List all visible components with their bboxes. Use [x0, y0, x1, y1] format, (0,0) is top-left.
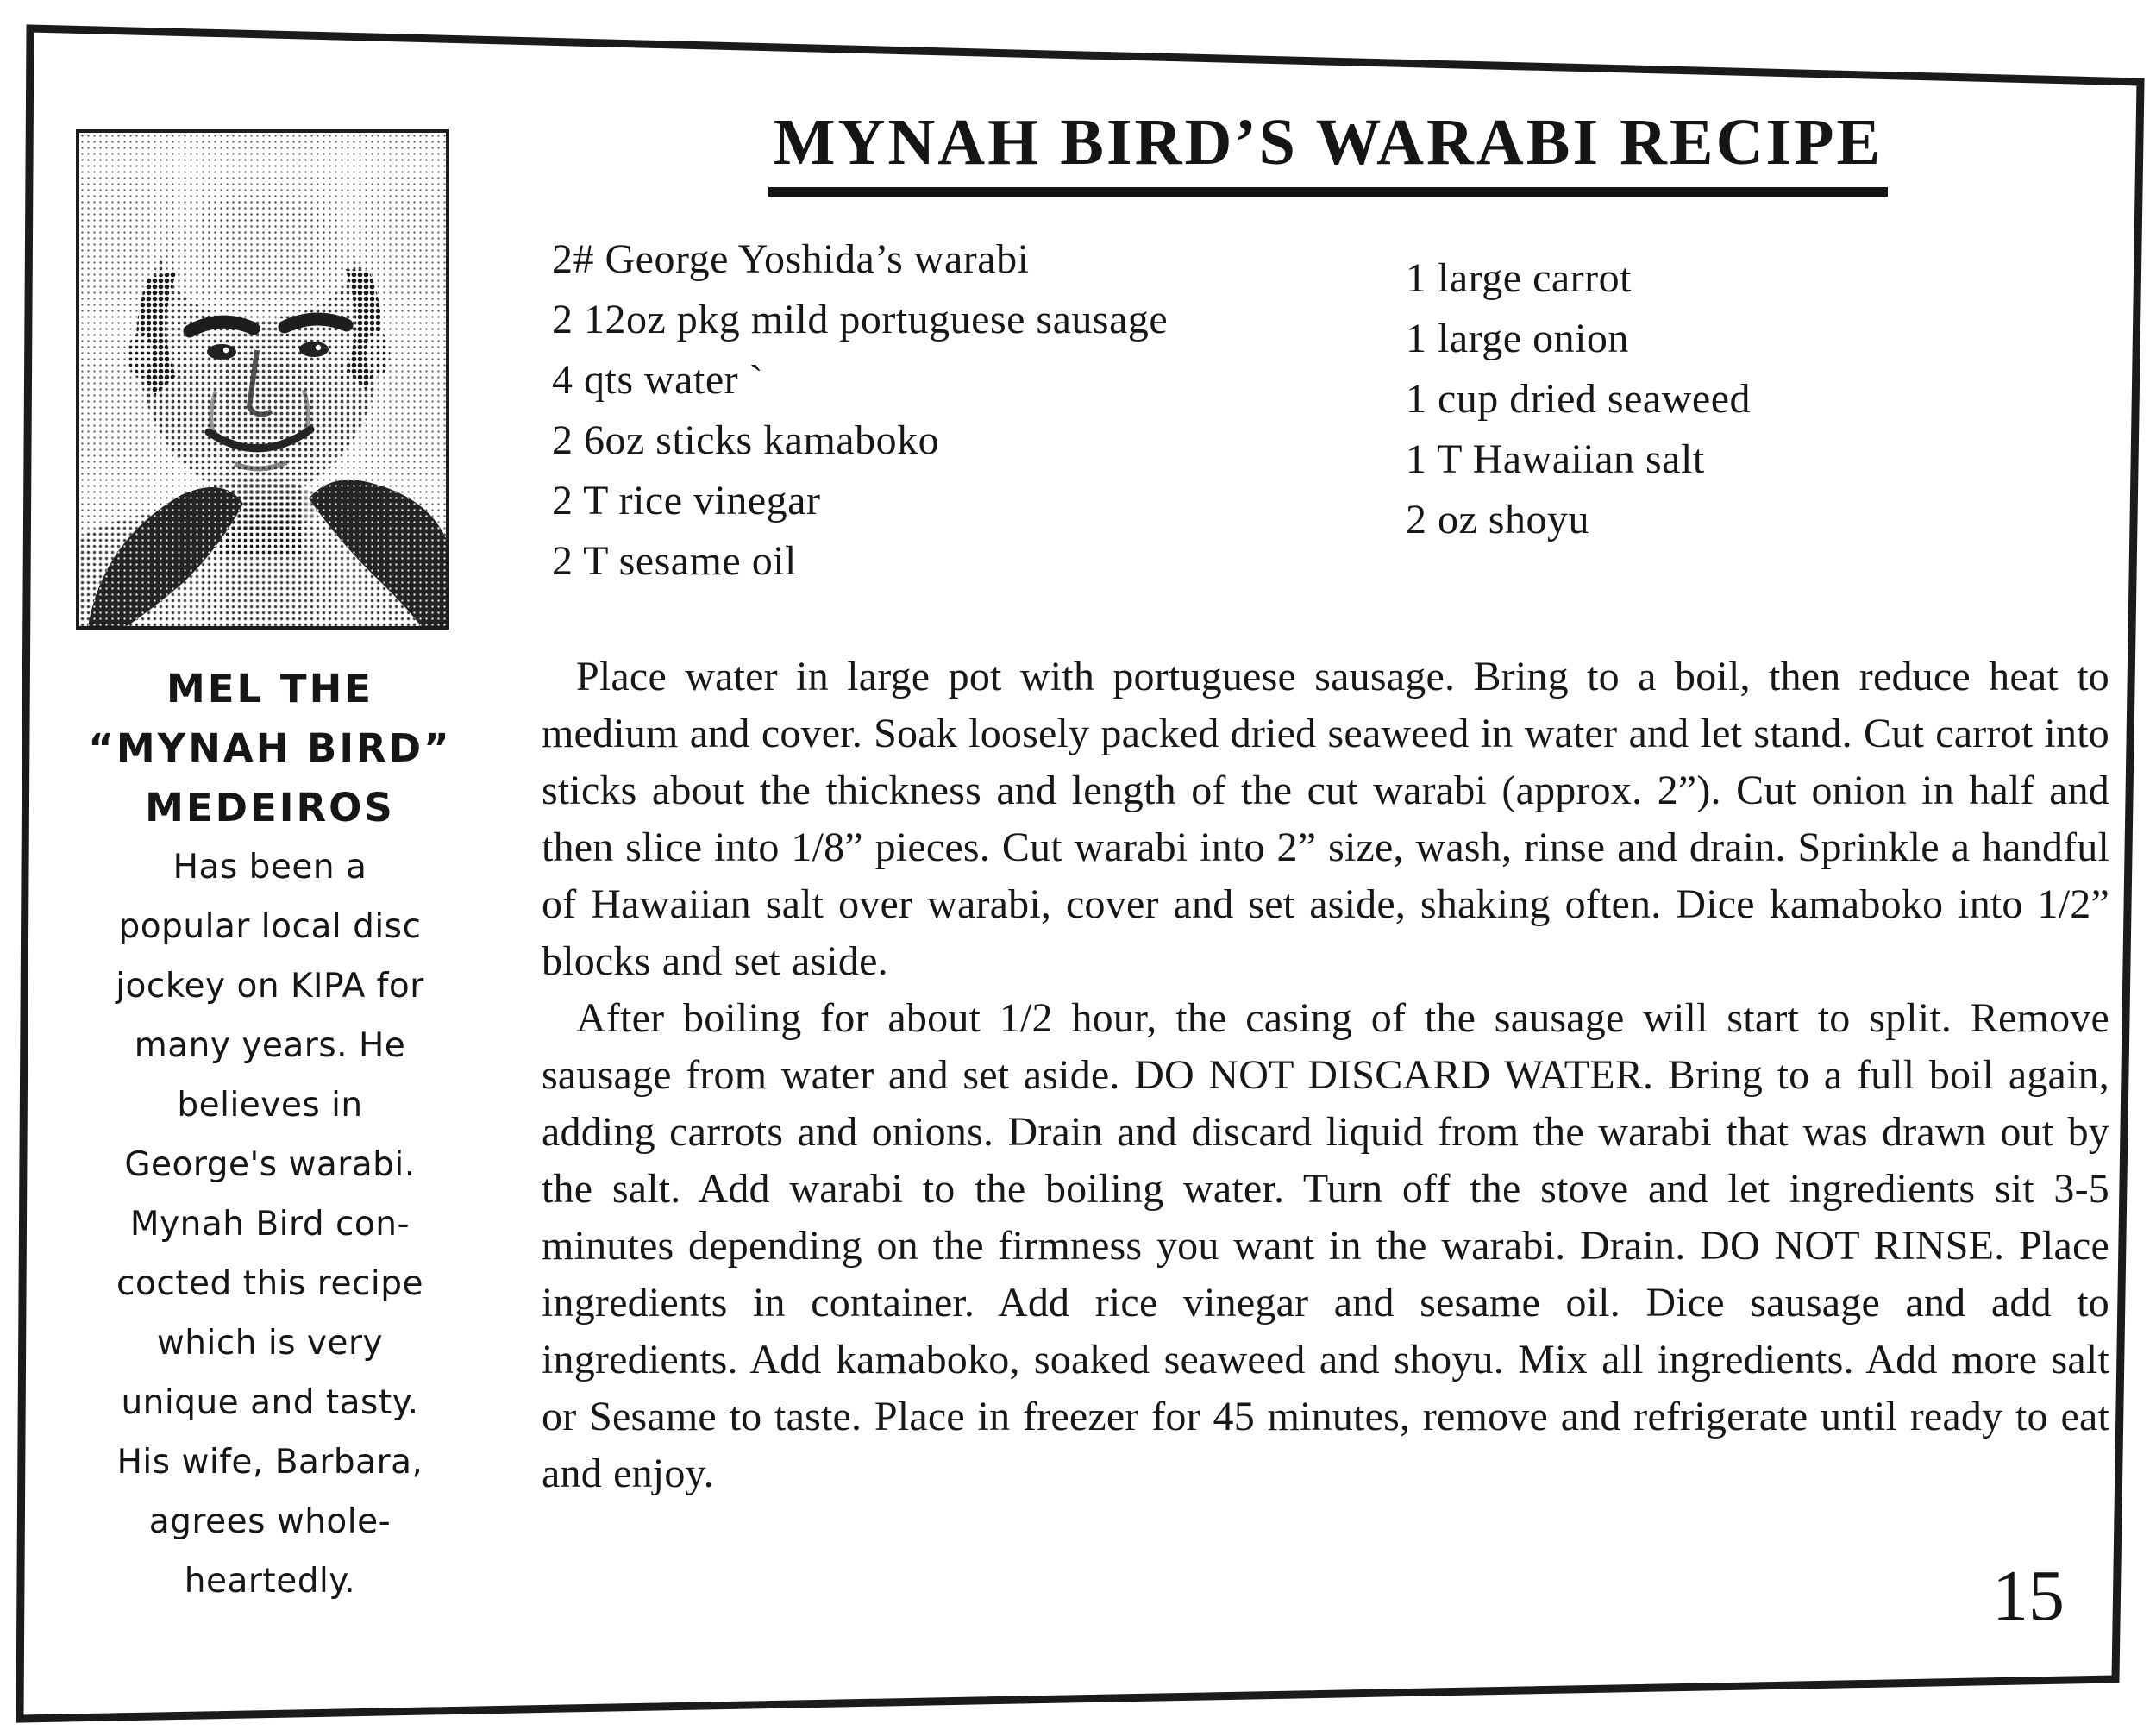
caption-bio-line: agrees whole- [148, 1502, 392, 1541]
caption-bio-line: cocted this recipe [116, 1264, 423, 1303]
instructions-paragraph-1: Place water in large pot with portuguese sausage. Bring to a boil, then reduce heat to medium and cover. Soak loosely packed dried seaweed in water and let stand. Cut carrot into sticks about the thickness and length of the cut warabi (approx. 2”). Cut onion in half and then slice into 1/8” pieces. Cut warabi into 2” size, wash, rinse and drain. Sprinkle a handful of Hawaiian salt over warabi, cover and set aside, shaking often. Dice kamaboko into 1/2” blocks and set aside. [542, 654, 2109, 984]
ingredient-item: 2 12oz pkg mild portuguese sausage [552, 297, 1169, 342]
caption-bio-line: Mynah Bird con- [129, 1205, 411, 1244]
ingredient-item: 1 cup dried seaweed [1406, 376, 1751, 422]
ingredients-column-right [1406, 248, 1751, 592]
ingredient-item: 2 6oz sticks kamaboko [552, 417, 940, 463]
page-title-wrap [517, 105, 2139, 197]
ingredient-item: 2# George Yoshida’s warabi [552, 236, 1030, 282]
ingredients-column-left [552, 229, 1406, 592]
ingredient-item: 2 T rice vinegar [552, 478, 821, 523]
caption-name-line: MEL THE [166, 666, 373, 711]
ingredients-section [552, 229, 2122, 592]
caption-bio-line: popular local disc [118, 907, 422, 946]
caption-bio-line: believes in [177, 1086, 363, 1125]
caption-bio-line: Has been a [172, 848, 367, 887]
ingredient-item: 2 T sesame oil [552, 538, 797, 584]
caption-bio-line: George's warabi. [124, 1145, 416, 1184]
caption-bio-line: which is very [156, 1324, 384, 1363]
ingredient-item: 1 large onion [1406, 316, 1629, 361]
caption-name-line: “MYNAH BIRD” [88, 725, 452, 771]
caption-bio-line: His wife, Barbara, [116, 1443, 423, 1482]
ingredient-item: 2 oz shoyu [1406, 497, 1589, 542]
caption-bio-line: unique and tasty. [121, 1383, 419, 1422]
page-title: MYNAH BIRD’S WARABI RECIPE [768, 105, 1888, 197]
caption-bio-line: heartedly. [184, 1562, 356, 1601]
page-number: 15 [1992, 1556, 2065, 1636]
caption-bio-line: jockey on KIPA for [116, 967, 424, 1006]
caption-bio-line: many years. He [134, 1026, 406, 1065]
ingredient-item: 1 T Hawaiian salt [1406, 436, 1705, 482]
portrait-photo [76, 129, 449, 630]
portrait-photo-illustration [79, 133, 446, 626]
ingredient-item: 1 large carrot [1406, 255, 1632, 301]
instructions-section [542, 649, 2109, 1502]
caption-name-line: MEDEIROS [145, 785, 395, 831]
photo-caption [33, 659, 507, 1611]
ingredient-item: 4 qts water ` [552, 357, 764, 403]
instructions-paragraph-2: After boiling for about 1/2 hour, the casing of the sausage will start to split. Remove sausage from water and set aside. DO NOT DISCARD WATER. Bring to a full boil again, adding carrots and onions. Drain and discard liquid from the warabi that was drawn out by the salt. Add warabi to the boiling water. Turn off the stove and let ingredients sit 3-5 minutes depending on the firmness you want in the warabi. Drain. DO NOT RINSE. Place ingredients in container. Add rice vinegar and sesame oil. Dice sausage and add to ingredients. Add kamaboko, soaked seaweed and shoyu. Mix all ingredients. Add more salt or Sesame to taste. Place in freezer for 45 minutes, remove and refrigerate until ready to eat and enjoy. [542, 995, 2109, 1496]
